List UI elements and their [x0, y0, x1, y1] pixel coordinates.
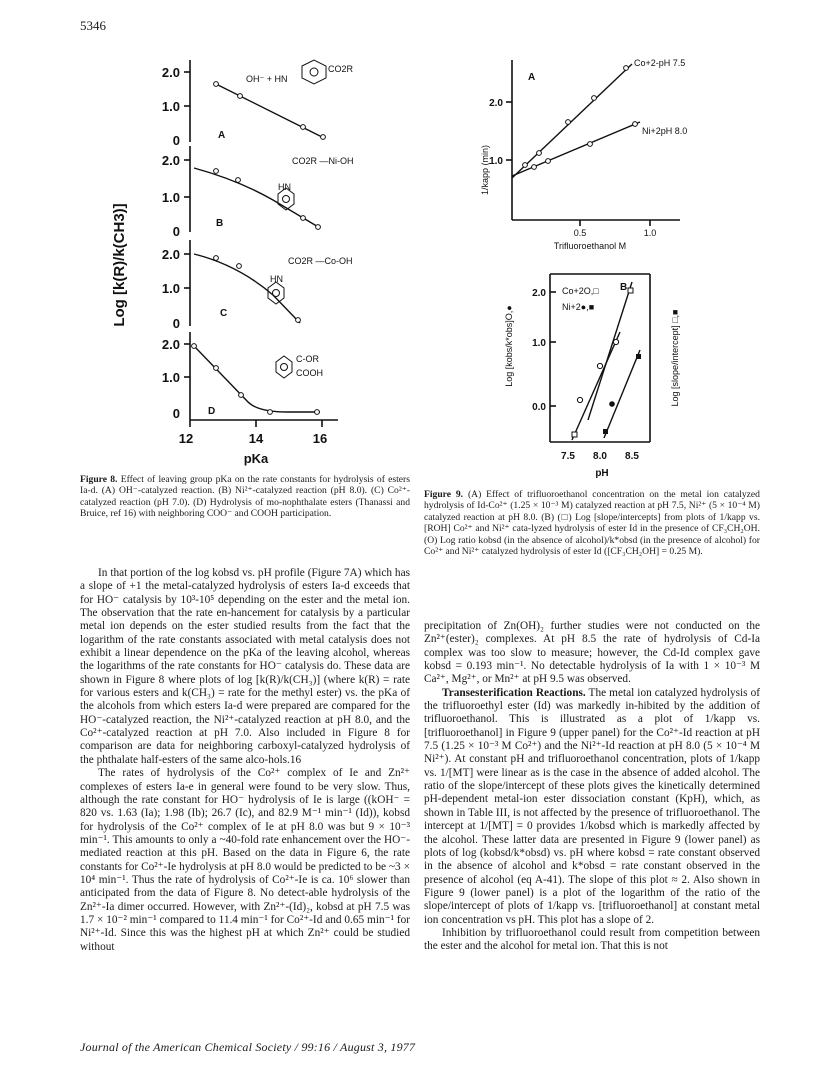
- fig9b-panel-letter: B: [620, 282, 628, 293]
- fig8-d-letter: D: [208, 406, 216, 417]
- fig9a-xtick-1-0: 1.0: [643, 228, 657, 238]
- fig9b-ytick-0: 0.0: [532, 402, 546, 413]
- right-paragraph-2: Transesterification Reactions. The metal ion catalyzed hydrolysis of the trifluoroethyl ester (Id) was markedly in-hibited by the addition of trifluoroethanol. This is illustrated as a plot of 1/kapp vs. [trifluoroethanol] in Figure 9 (upper panel) for the Co²⁺-Id reaction at pH 7.5 (1.25 × 10⁻³ M Co²⁺) and the Ni²⁺-Id reaction at pH 8.0 (5 × 10⁻⁴ M Ni²⁺). At constant pH and trifluoroethanol concentration, plots of 1/kapp vs. 1/[MT] were linear as is the case in the absence of added alcohol. The ratio of the slope/intercept of these plots gives the kinetically determined pH-dependent metal-ion ester dissociation constant (KpH), which, as shown in Table III, is not affected by the presence of trifluoroethanol. The intercept at 1/[MT] = 0 provides 1/kobsd which is markedly affected by the alcohol. These latter data are presented in Figure 9 (lower panel) as plots of log (kobsd/k*obsd) vs. pH where kobsd = rate constant observed in the absence of alcohol and k*obsd = rate constant observed in the presence of alcohol (eq A-41). The slope of this plot ≈ 2. Also shown in Figure 9 (lower panel) is a plot of the logarithm of the ratio of the slope/intercept of plots of 1/kapp vs. [trifluoroethanol] at constant metal ion concentration vs pH. This plot has a slope of 2.: [424, 686, 761, 926]
- fig8-a-annotation: OH⁻ + HN: [246, 74, 288, 84]
- right-paragraph-1: precipitation of Zn(OH)₂ further studies were not conducted on the Zn²⁺(ester)₂ complexes. At pH 8.5 the rate of hydrolysis of Cd-Ia complex was too slow to measure; however, the Cd-Id complex gave kobsd = 0.193 min⁻¹. No detectable hydrolysis of Ia with 1 × 10⁻³ M Ca²⁺, Mg²⁺, or Mn²⁺ at pH 9.5 was observed.: [424, 620, 760, 686]
- fig9b-xtick-7-5: 7.5: [561, 451, 575, 462]
- fig8-d-sub: COOH: [296, 368, 323, 378]
- fig8-d-ytick-1: 1.0: [161, 370, 180, 385]
- figure-8: [108, 50, 408, 472]
- fig8-panel-b: [162, 146, 354, 239]
- right-paragraph-3: Inhibition by trifluoroethanol could result from competition between the ester and the alcohol for metal ion. That this is not: [424, 926, 760, 953]
- figure-9-caption: Figure 9. (A) Effect of trifluoroethanol concentration on the metal ion catalyzed hydrolysis of Id-Co²⁺ (1.25 × 10⁻³ M) catalyzed reaction at pH 7.5, Ni²⁺ (5 × 10⁻⁴ M) catalyzed reaction at pH 8.0. (B) (□) Log [slope/intercepts] from plots of 1/kapp vs. [ROH] Co²⁺ and Ni²⁺ cata-lyzed hydrolysis of ester Id in the presence of CF₃CH₂OH. (O) Log ratio kobsd (in the absence of alcohol)/k*obsd (in the presence of alcohol) for Co²⁺ and Ni²⁺ catalyzed hydrolysis of ester Id ([CF₃CH₂OH] = 0.25 M).: [424, 489, 760, 558]
- left-paragraph-1: In that portion of the log kobsd vs. pH profile (Figure 7A) which has a slope of +1 the metal-catalyzed hydrolysis of esters Ia-d exceeds that for HO⁻ catalysis by 10³-10⁵ depending on the ester and the metal ion. The observation that the rate en-hancement for catalysis by a particular metal ion depends on the ester studied results from the fact that the logarithm of the rate constants associated with metal catalysis does not exhibit a linear dependence on the pKa of the leaving alcohol, whereas the logarithms of the rate constants for HO⁻ catalysis do. These data are shown in Figure 8 where plots of log [k(R)/k(CH₃)] (where k(R) = rate for various esters and k(CH₃) = rate for the methyl ester) vs. the pKa of the alcohols from which esters Ia-d were prepared are compared for the HO⁻-catalyzed reaction, the Ni²⁺-catalyzed reaction at pH 8.0, and the Co²⁺-catalyzed reaction at pH 7.0. Also included in Figure 8 for comparison are data for neighboring carboxyl-catalyzed hydrolysis of the phthalate half-esters of the same alco-hols.16: [80, 567, 410, 766]
- fig8-d-annotation: C-OR: [296, 354, 319, 364]
- fig8-b-ytick-0: 0: [172, 224, 180, 239]
- fig8-panel-a: [162, 60, 354, 148]
- fig9b-xtick-8-5: 8.5: [625, 451, 639, 462]
- fig9a-xtick-0-5: 0.5: [573, 228, 587, 238]
- fig8-xtick-16: 16: [312, 431, 328, 446]
- fig8-a-letter: A: [218, 130, 226, 141]
- fig9b-xtick-8-0: 8.0: [593, 451, 607, 462]
- fig9b-ytick-1: 1.0: [532, 338, 546, 349]
- fig8-panel-d: [162, 332, 323, 421]
- fig8-c-letter: C: [220, 308, 228, 319]
- left-paragraph-2: The rates of hydrolysis of the Co²⁺ complex of Ie and Zn²⁺ complexes of esters Ia-e in general were found to be very slow. Thus, although the rate constant for HO⁻ hydrolysis of Ie is large ((kOH⁻ = 820 vs. 1.63 (Ia); 1.98 (Ib); 26.7 (Ic), and 82.9 M⁻¹ min⁻¹ (Id)), kobsd for hydrolysis of the Co²⁺ complex of Ie at pH 8.0 was but 9 × 10⁻³ min⁻¹. This amounts to only a ~40-fold rate enhancement over the HO⁻-mediated reaction at this pH. Based on the data in Figure 6, the rate constants for Co²⁺-Ie hydrolysis at pH 8.0 would be predicted to be ~3 × 10⁴ min⁻¹. Thus the rate of hydrolysis of Co²⁺-Ie is ca. 10⁶ slower than anticipated from the data of Figure 8. No detect-able hydrolysis of the Zn²⁺-Ia dimer occurred. However, with Zn²⁺-(Id)₂, kobsd at pH 7.5 was 1.7 × 10⁻² min⁻¹ compared to 11.4 min⁻¹ for Co²⁺-Id and 0.65 min⁻¹ for Ni²⁺-Id. Since this was the highest pH at which Zn²⁺ could be studied without: [80, 767, 410, 953]
- journal-footer: Journal of the American Chemical Society / 99:16 / August 3, 1977: [80, 1040, 416, 1054]
- fig9a-ytick-1: 1.0: [489, 156, 503, 167]
- fig8-a-ytick-0: 0: [172, 133, 180, 148]
- fig9a-xlabel: Trifluoroethanol M: [553, 241, 627, 251]
- fig9b-ylabel-right: Log [slope/intercept] □,■: [670, 309, 680, 407]
- fig8-a-sub: CO2R: [328, 64, 354, 74]
- figure-9a: [470, 52, 750, 254]
- page-number: 5346: [80, 18, 106, 33]
- fig8-c-ytick-2: 2.0: [161, 247, 180, 262]
- fig9b-xlabel: pH: [595, 468, 609, 479]
- fig9a-panel-letter: A: [528, 72, 536, 83]
- fig8-xlabel: pKa: [243, 451, 269, 466]
- fig9a-line-ni: Ni+2pH 8.0: [642, 126, 688, 136]
- left-column-text: [80, 567, 410, 954]
- fig8-b-letter: B: [216, 218, 224, 229]
- fig8-a-ytick-2: 2.0: [161, 65, 180, 80]
- fig9a-ytick-2: 2.0: [489, 98, 503, 109]
- fig8-c-ytick-1: 1.0: [161, 281, 180, 296]
- fig9b-ylabel-left: Log [kobs/k*obs]O,●: [504, 305, 514, 387]
- fig9b-legend-ni: Ni+2●,■: [562, 302, 595, 312]
- fig8-b-ytick-1: 1.0: [161, 190, 180, 205]
- fig8-c-sub: CO2R —Co-OH: [288, 256, 353, 266]
- fig8-b-sub: CO2R —Ni-OH: [292, 156, 354, 166]
- fig8-xtick-12: 12: [178, 431, 194, 446]
- fig8-ylabel: Log [k(R)/k(CH3)]: [111, 203, 128, 327]
- fig9b-ytick-2: 2.0: [532, 288, 546, 299]
- fig8-d-ytick-0: 0: [172, 406, 180, 421]
- figure-8-caption: Figure 8. Effect of leaving group pKa on the rate constants for hydrolysis of esters Ia-d. (A) OH⁻-catalyzed reaction. (B) Ni²⁺-catalyzed reaction (pH 8.0). (C) Co²⁺-catalyzed reaction (pH 7.0). (D) Hydrolysis of mo-nophthalate esters (Thanassi and Bruice, ref 16) with neighboring COO⁻ and COOH participation.: [80, 474, 410, 520]
- fig8-panel-c: [162, 240, 353, 331]
- fig9b-legend-co: Co+2O,□: [562, 286, 599, 296]
- fig8-d-ytick-2: 2.0: [161, 337, 180, 352]
- fig9a-ylabel: 1/kapp (min): [480, 144, 490, 196]
- fig8-a-ytick-1: 1.0: [161, 99, 180, 114]
- fig8-c-ytick-0: 0: [172, 316, 180, 331]
- figure-9b: [470, 262, 740, 484]
- fig8-b-ytick-2: 2.0: [161, 153, 180, 168]
- fig8-xtick-14: 14: [248, 431, 264, 446]
- fig8-b-annotation: HN: [278, 182, 291, 192]
- right-column-text: [424, 620, 760, 954]
- fig8-c-annotation: HN: [270, 274, 283, 284]
- fig9a-line-co: Co+2-pH 7.5: [634, 58, 686, 68]
